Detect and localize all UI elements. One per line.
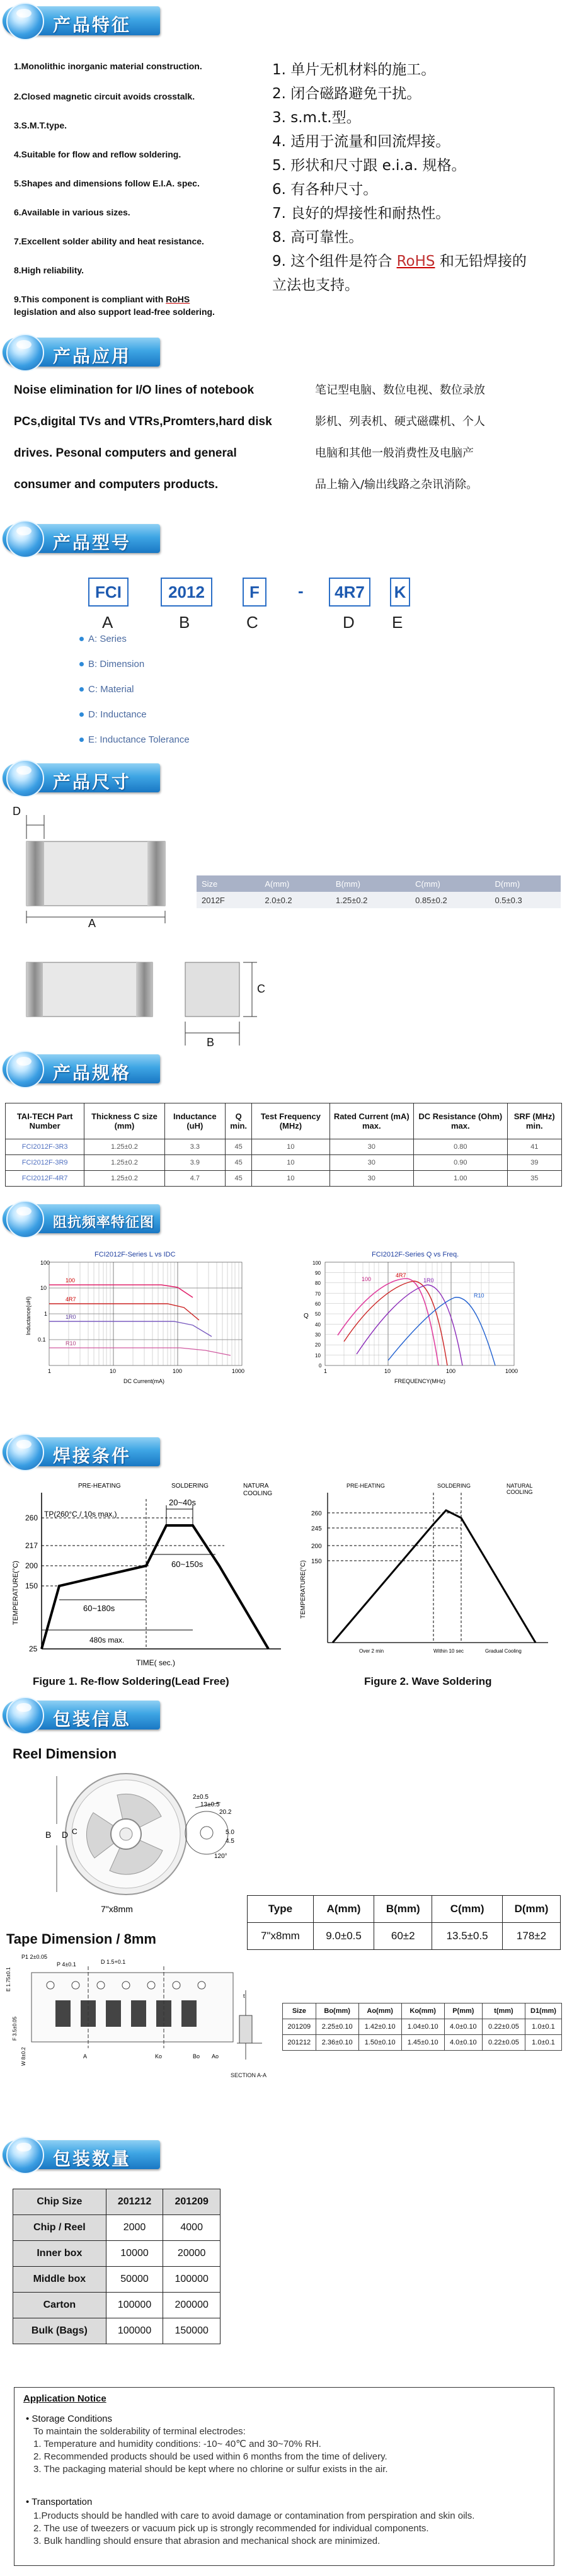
notice-storage-item: 3. The packaging material should be kept where no chlorine or sulfur exists in the air. <box>33 2464 388 2475</box>
feature-en-7: 7.Excellent solder ability and heat resistance. <box>14 236 204 246</box>
tick-label: 100 <box>446 1368 456 1374</box>
tape-mark: Bo <box>193 2053 200 2060</box>
table-row: 201212 2.36±0.10 1.50±0.10 1.45±0.10 4.0±0.10 0.22±0.05 1.0±0.1 <box>283 2035 562 2051</box>
globe-icon <box>6 1433 44 1471</box>
feature-cn-9-cont: 立法也支持。 <box>272 277 359 294</box>
section-header-specifications <box>3 1051 160 1087</box>
table-header: C(mm) <box>432 1896 503 1923</box>
section-title: 包装数量 <box>53 2148 132 2169</box>
globe-icon <box>6 520 44 558</box>
tick-label: 50 <box>315 1311 321 1317</box>
phase-label: COOLING <box>507 1489 533 1495</box>
table-row: FCI2012F-3R3 1.25±0.2 3.3 45 10 30 0.80 41 <box>6 1139 562 1155</box>
wave-caption: Figure 2. Wave Soldering <box>364 1675 492 1687</box>
table-row: FCI2012F-3R9 1.25±0.2 3.9 45 10 30 0.90 39 <box>6 1155 562 1171</box>
tick-label: 0 <box>319 1363 322 1369</box>
notice-transport-item: 2. The use of tweezers or vacuum pick up is strongly recommended for individual components. <box>33 2523 429 2534</box>
axis-label: Inductance(uH) <box>25 1296 32 1335</box>
tick-label: 10 <box>40 1285 47 1291</box>
tape-mark: t <box>243 1993 245 1999</box>
time-label: Within 10 sec <box>433 1648 464 1654</box>
reel-label-c: C <box>72 1827 77 1836</box>
tape-mark: W 8±0.2 <box>21 2047 26 2066</box>
series-label: 100 <box>362 1276 372 1282</box>
q-vs-frequency-chart <box>294 1260 558 1398</box>
application-en-4: consumer and computers products. <box>14 478 219 491</box>
table-row: 201209 2.25±0.10 1.42±0.10 1.04±0.10 4.0±0.10 0.22±0.05 1.0±0.1 <box>283 2019 562 2035</box>
tape-mark: D 1.5+0.1 <box>101 1959 126 1965</box>
section-header-impedance <box>3 1200 160 1237</box>
feature-cn-4: 4. 适用于流量和回流焊接。 <box>272 134 450 150</box>
table-row: 2012F 2.0±0.2 1.25±0.2 0.85±0.2 0.5±0.3 <box>197 892 561 908</box>
pn-dimension-box: 2012 <box>161 578 212 607</box>
reel-mark: 20.2 <box>219 1809 232 1816</box>
section-title: 阻抗频率特征图 <box>53 1215 155 1231</box>
table-header: B(mm) <box>331 875 410 892</box>
globe-icon <box>6 1697 44 1735</box>
table-header: Rated Current (mA) max. <box>329 1103 414 1139</box>
pn-tolerance-box: K <box>390 578 410 607</box>
reel-mark: 5.0 <box>226 1829 234 1836</box>
tick-label: 70 <box>315 1291 321 1297</box>
table-header: Ko(mm) <box>401 2003 444 2019</box>
axis-label: Q <box>304 1313 309 1319</box>
axis-label: DC Current(mA) <box>123 1378 165 1384</box>
feature-cn-8: 8. 高可靠性。 <box>272 229 364 246</box>
notice-storage-title: • Storage Conditions <box>26 2414 113 2424</box>
tick-label: 10 <box>384 1368 391 1374</box>
feature-en-2: 2.Closed magnetic circuit avoids crosstalk. <box>14 91 195 101</box>
phase-label: PRE-HEATING <box>78 1483 121 1490</box>
reel-mark: 120° <box>214 1853 227 1860</box>
table-header: Ao(mm) <box>358 2003 401 2019</box>
table-header: t(mm) <box>482 2003 525 2019</box>
tick-label: 80 <box>315 1280 321 1286</box>
tape-mark: A <box>83 2053 88 2060</box>
spec-table <box>5 1103 562 1187</box>
notice-transport-title: • Transportation <box>26 2497 93 2507</box>
inductance-vs-current-chart <box>23 1260 268 1398</box>
table-header: TAI-TECH Part Number <box>6 1103 84 1139</box>
tick-label: 0.1 <box>38 1336 46 1343</box>
table-row: Carton 100000 200000 <box>13 2293 220 2318</box>
table-header: A(mm) <box>313 1896 374 1923</box>
table-row: Inner box 10000 20000 <box>13 2241 220 2267</box>
application-en-3: drives. Pesonal computers and general <box>14 447 237 460</box>
notice-transport-item: 1.Products should be handled with care to avoid damage or contamination from perspiration and skin oils. <box>33 2510 475 2521</box>
chip-side-views-diagram <box>6 945 265 1052</box>
table-header: Type <box>248 1896 314 1923</box>
table-header: 201212 <box>106 2189 163 2215</box>
dim-label-c: C <box>257 983 265 995</box>
application-cn-3: 电脑和其他一般消费性及电脑产 <box>315 447 474 460</box>
tick-label: 20 <box>315 1342 321 1348</box>
table-header: P(mm) <box>444 2003 482 2019</box>
tick-label: 60 <box>315 1301 321 1307</box>
table-header: Chip Size <box>13 2189 106 2215</box>
feature-en-4: 4.Suitable for flow and reflow soldering. <box>14 149 181 159</box>
table-header: D(mm) <box>502 1896 560 1923</box>
tape-mark: P 4±0.1 <box>57 1961 76 1968</box>
phase-label: NATURAL <box>507 1483 533 1489</box>
feature-en-8: 8.High reliability. <box>14 265 84 275</box>
table-row: Bulk (Bags) 100000 150000 <box>13 2318 220 2344</box>
reel-table <box>247 1895 561 1950</box>
tape-section-label: SECTION A-A <box>231 2072 267 2078</box>
feature-en-1: 1.Monolithic inorganic material construction. <box>14 61 202 71</box>
section-header-soldering <box>3 1433 160 1470</box>
chip-top-view-diagram <box>6 806 195 926</box>
feature-cn-7: 7. 良好的焊接性和耐热性。 <box>272 205 450 222</box>
tick-label: 1000 <box>232 1368 245 1374</box>
application-en-1: Noise elimination for I/O lines of notebook <box>14 384 255 397</box>
section-title: 产品应用 <box>53 346 132 367</box>
table-header: Size <box>197 875 260 892</box>
table-row: Chip / Reel 2000 4000 <box>13 2215 220 2241</box>
pn-letter-d: D <box>343 613 355 632</box>
table-header: Size <box>283 2003 316 2019</box>
pn-legend-item: A: Series <box>88 634 127 644</box>
notice-title: Application Notice <box>23 2393 106 2404</box>
series-label: 1R0 <box>66 1314 76 1320</box>
feature-en-9-cont: legislation and also support lead-free soldering. <box>14 307 215 317</box>
dim-label-a: A <box>88 917 96 930</box>
time-label: Gradual Cooling <box>485 1648 522 1654</box>
feature-cn-5: 5. 形状和尺寸跟 e.i.a. 规格。 <box>272 157 466 174</box>
table-header: 201209 <box>163 2189 220 2215</box>
section-header-part-number <box>3 520 160 557</box>
table-header: B(mm) <box>374 1896 432 1923</box>
pn-inductance-box: 4R7 <box>329 578 370 607</box>
tick-label: 1 <box>44 1311 48 1317</box>
feature-en-6: 6.Available in various sizes. <box>14 207 130 217</box>
tick-label: 1 <box>324 1368 328 1374</box>
series-label: 4R7 <box>396 1272 406 1279</box>
temp-tick: 260 <box>25 1513 38 1522</box>
application-cn-1: 笔记型电脑、数位电视、数位录放 <box>315 384 485 397</box>
chart-title-right: FCI2012F-Series Q vs Freq. <box>372 1251 459 1258</box>
series-label: 1R0 <box>423 1277 434 1284</box>
table-header: C(mm) <box>410 875 490 892</box>
temp-tick: 260 <box>311 1510 322 1517</box>
tick-label: 100 <box>40 1260 50 1266</box>
notice-storage-item: 1. Temperature and humidity conditions: -10~ 40℃ and 30~70% RH. <box>33 2439 321 2449</box>
section-title: 产品型号 <box>53 532 132 553</box>
pn-legend-item: B: Dimension <box>88 659 145 670</box>
table-header: DC Resistance (Ohm) max. <box>414 1103 508 1139</box>
tape-table <box>282 2003 562 2051</box>
temp-tick: 245 <box>311 1525 322 1532</box>
feature-cn-2: 2. 闭合磁路避免干扰。 <box>272 86 421 102</box>
time-label: 60~180s <box>83 1604 115 1613</box>
feature-en-3: 3.S.M.T.type. <box>14 120 67 130</box>
reel-caption: 7"x8mm <box>101 1904 133 1914</box>
globe-icon <box>6 334 44 372</box>
pn-legend-item: E: Inductance Tolerance <box>88 734 190 745</box>
series-label: R10 <box>474 1292 484 1299</box>
reel-mark: 4.5 <box>226 1838 234 1845</box>
feature-cn-3: 3. s.m.t.型。 <box>272 110 361 126</box>
temp-tick: 200 <box>311 1543 322 1550</box>
pn-letter-b: B <box>179 613 190 632</box>
tick-label: 1 <box>48 1368 52 1374</box>
tape-section-diagram <box>227 1978 284 2085</box>
reflow-profile-diagram <box>4 1480 294 1669</box>
tape-mark: F 3.5±0.05 <box>12 2016 18 2041</box>
temp-tick: 200 <box>25 1561 38 1570</box>
reel-dimension-title: Reel Dimension <box>13 1746 117 1762</box>
tape-mark: Ao <box>212 2053 219 2060</box>
tick-label: 1000 <box>505 1368 518 1374</box>
tape-mark: P1 2±0.05 <box>21 1954 47 1960</box>
table-row: 7"x8mm 9.0±0.5 60±2 13.5±0.5 178±2 <box>248 1923 561 1950</box>
section-title: 包装信息 <box>53 1709 132 1730</box>
feature-cn-1: 1. 单片无机材料的施工。 <box>272 62 436 78</box>
table-header: A(mm) <box>260 875 331 892</box>
dim-label-b: B <box>207 1036 215 1049</box>
time-label: 60~150s <box>171 1559 203 1569</box>
pn-series-box: FCI <box>88 578 129 607</box>
table-header: D1(mm) <box>525 2003 561 2019</box>
globe-icon <box>6 2136 44 2174</box>
pn-material-box: F <box>243 578 266 607</box>
tick-label: 90 <box>315 1270 321 1276</box>
quantity-table <box>13 2189 220 2344</box>
globe-icon <box>6 3 44 40</box>
phase-label: COOLING <box>243 1490 273 1497</box>
axis-label: TEMPERATURE(°C) <box>300 1560 307 1619</box>
pn-dash: - <box>298 581 304 600</box>
reel-diagram <box>6 1764 246 1921</box>
pn-legend-item: C: Material <box>88 684 134 695</box>
section-header-features <box>3 3 160 39</box>
series-label: R10 <box>66 1340 76 1347</box>
axis-label: TEMPERATURE(°C) <box>12 1561 20 1625</box>
reflow-caption: Figure 1. Re-flow Soldering(Lead Free) <box>33 1675 229 1687</box>
time-label: 480s max. <box>89 1636 125 1644</box>
section-title: 产品尺寸 <box>53 772 132 792</box>
reel-label-d: D <box>62 1830 69 1840</box>
phase-label: SOLDERING <box>171 1483 209 1490</box>
tick-label: 30 <box>315 1332 321 1338</box>
application-cn-4: 品上输入/输出线路之杂讯消除。 <box>315 478 478 491</box>
table-header: Inductance (uH) <box>164 1103 225 1139</box>
table-row: FCI2012F-4R7 1.25±0.2 4.7 45 10 30 1.00 35 <box>6 1171 562 1187</box>
pn-letter-a: A <box>102 613 113 632</box>
reel-mark: 2±0.5 <box>193 1794 209 1801</box>
section-title: 焊接条件 <box>53 1445 132 1466</box>
section-header-dimensions <box>3 760 160 796</box>
tick-label: 10 <box>315 1353 321 1359</box>
tick-label: 100 <box>312 1260 321 1266</box>
globe-icon <box>6 760 44 797</box>
pn-letter-c: C <box>246 613 258 632</box>
phase-label: SOLDERING <box>437 1483 471 1489</box>
time-label: 20~40s <box>169 1498 197 1507</box>
time-label: Over 2 min <box>359 1648 384 1654</box>
table-header: SRF (MHz) min. <box>507 1103 561 1139</box>
table-header: Thickness C size (mm) <box>84 1103 164 1139</box>
tick-label: 10 <box>110 1368 117 1374</box>
tape-mark: Ko <box>155 2053 163 2060</box>
axis-label: TIME( sec.) <box>136 1658 175 1667</box>
application-notice-box <box>14 2387 554 2566</box>
feature-cn-6: 6. 有各种尺寸。 <box>272 181 378 198</box>
temp-tick: 150 <box>25 1582 38 1590</box>
series-label: 100 <box>66 1277 76 1284</box>
rohs-link[interactable]: RoHS <box>166 294 190 304</box>
section-header-packaging <box>3 1697 160 1733</box>
reel-mark: 13±0.5 <box>200 1801 220 1808</box>
temp-tick: 25 <box>29 1644 38 1653</box>
tick-label: 100 <box>173 1368 183 1374</box>
notice-storage-item: 2. Recommended products should be used within 6 months from the time of delivery. <box>33 2451 387 2462</box>
tp-label: TP(260°C / 10s max.) <box>44 1510 117 1519</box>
section-title: 产品特征 <box>53 14 132 35</box>
size-table <box>197 875 561 908</box>
pn-letter-e: E <box>392 613 403 632</box>
reel-label-b: B <box>45 1830 52 1840</box>
tape-dimension-title: Tape Dimension / 8mm <box>6 1931 156 1947</box>
feature-en-5: 5.Shapes and dimensions follow E.I.A. spec. <box>14 178 200 188</box>
chart-title-left: FCI2012F-Series L vs IDC <box>94 1251 176 1258</box>
tape-mark: E 1.75±0.1 <box>6 1967 11 1992</box>
rohs-link-cn[interactable]: RoHS <box>396 253 435 270</box>
notice-transport-item: 3. Bulk handling should ensure that abrasion and mechanical shock are minimized. <box>33 2536 381 2546</box>
temp-tick: 217 <box>25 1541 38 1550</box>
globe-icon <box>6 1200 44 1238</box>
application-cn-2: 影机、列表机、硬式磁碟机、个人 <box>315 415 485 428</box>
section-title: 产品规格 <box>53 1063 132 1083</box>
dim-label-d: D <box>13 805 21 818</box>
globe-icon <box>6 1051 44 1088</box>
tick-label: 40 <box>315 1322 321 1328</box>
section-header-quantity <box>3 2136 160 2173</box>
feature-en-9: 9.This component is compliant with RoHS <box>14 294 190 304</box>
notice-storage-intro: To maintain the solderability of terminal electrodes: <box>33 2426 246 2437</box>
pn-legend-item: D: Inductance <box>88 709 147 720</box>
phase-label: PRE-HEATING <box>346 1483 385 1489</box>
phase-label: NATURA <box>243 1483 269 1490</box>
application-en-2: PCs,digital TVs and VTRs,Promters,hard disk <box>14 415 272 428</box>
table-header: D(mm) <box>490 875 561 892</box>
wave-profile-diagram <box>296 1480 561 1669</box>
feature-cn-9: 9. 这个组件是符合 RoHS 和无铅焊接的 <box>272 253 527 270</box>
series-label: 4R7 <box>66 1296 76 1302</box>
axis-label: FREQUENCY(MHz) <box>394 1378 445 1384</box>
table-header: Test Frequency (MHz) <box>252 1103 329 1139</box>
table-header: Q min. <box>226 1103 252 1139</box>
section-header-applications <box>3 334 160 370</box>
table-row: Middle box 50000 100000 <box>13 2267 220 2293</box>
temp-tick: 150 <box>311 1558 322 1565</box>
table-header: Bo(mm) <box>316 2003 358 2019</box>
